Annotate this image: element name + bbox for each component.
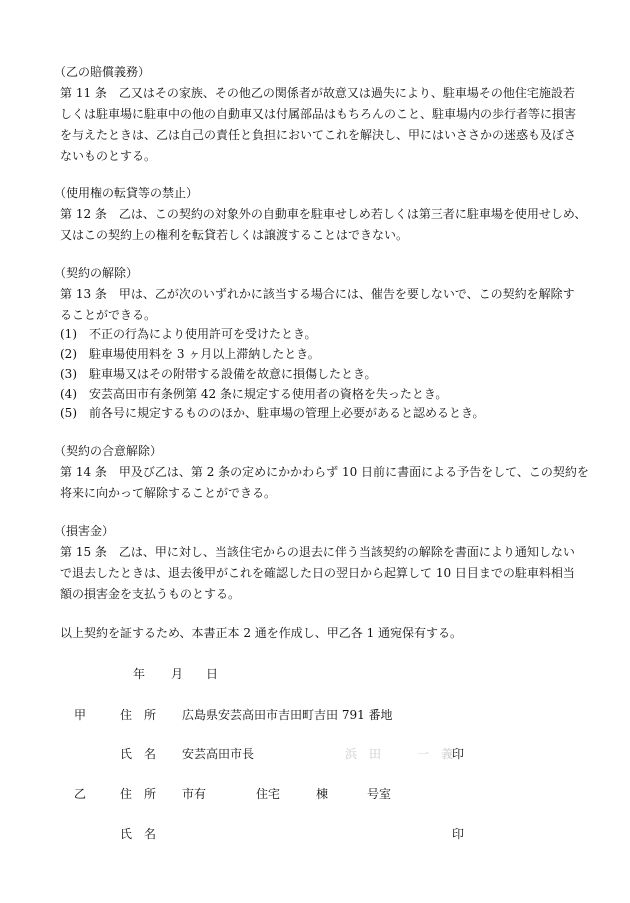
party-b-name-label: 氏 名 bbox=[120, 827, 157, 841]
party-a-mayor-name: 浜 田 一 義 bbox=[345, 747, 454, 761]
list-item: (3) 駐車場又はその附帯する設備を故意に損傷したとき。 bbox=[60, 367, 377, 381]
list-item: (2) 駐車場使用料を 3 ヶ月以上滞納したとき。 bbox=[60, 347, 320, 361]
article-line: 将来に向かって解除することができる。 bbox=[60, 486, 277, 500]
article-line: 第 13 条 甲は、乙が次のいずれかに該当する場合には、催告を要しないで、この契約を解除す bbox=[60, 287, 575, 301]
section-heading: （乙の賠償義務） bbox=[54, 65, 151, 79]
article-line: で退去したときは、退去後甲がこれを確認した日の翌日から起算して 10 日目までの駐車料相当 bbox=[60, 566, 575, 580]
party-b-address-label: 住 所 bbox=[120, 787, 157, 801]
party-a-name: 安芸高田市長 bbox=[182, 747, 255, 761]
section-heading: （使用権の転貸等の禁止） bbox=[54, 186, 199, 200]
party-b-label: 乙 bbox=[74, 787, 87, 801]
section-heading: （損害金） bbox=[54, 524, 115, 538]
closing-statement: 以上契約を証するため、本書正本 2 通を作成し、甲乙各 1 通宛保有する。 bbox=[60, 626, 463, 640]
list-item: (1) 不正の行為により使用許可を受けたとき。 bbox=[60, 327, 317, 341]
article-line: 第 14 条 甲及び乙は、第 2 条の定めにかかわらず 10 日前に書面による予告をして、この契約を bbox=[60, 465, 589, 479]
party-b-room: 号室 bbox=[367, 787, 392, 801]
article-line: 額の損害金を支払うものとする。 bbox=[60, 587, 241, 601]
party-b-building: 棟 bbox=[316, 787, 329, 801]
party-b-seal: 印 bbox=[452, 827, 465, 841]
date-day: 日 bbox=[206, 667, 219, 681]
party-a-address: 広島県安芸高田市吉田町吉田 791 番地 bbox=[182, 708, 393, 722]
article-line: しくは駐車場に駐車中の他の自動車又は付属部品はもちろんのこと、駐車場内の歩行者等に損害 bbox=[60, 107, 577, 121]
article-line: 第 11 条 乙又はその家族、その他乙の関係者が故意又は過失により、駐車場その他住宅施設若 bbox=[60, 86, 575, 100]
section-heading: （契約の合意解除） bbox=[54, 444, 163, 458]
date-month: 月 bbox=[171, 667, 184, 681]
party-b-address-prefix: 市有 bbox=[182, 787, 207, 801]
article-line: 第 12 条 乙は、この契約の対象外の自動車を駐車せしめ若しくは第三者に駐車場を使用せしめ、 bbox=[60, 207, 587, 221]
article-line: ることができる。 bbox=[60, 308, 157, 322]
party-b-housing: 住宅 bbox=[256, 787, 281, 801]
party-a-name-label: 氏 名 bbox=[120, 747, 157, 761]
list-item: (4) 安芸高田市有条例第 42 条に規定する使用者の資格を失ったとき。 bbox=[60, 387, 448, 401]
article-line: 又はこの契約上の権利を転貸若しくは譲渡することはできない。 bbox=[60, 228, 409, 242]
article-line: ないものとする。 bbox=[60, 149, 157, 163]
article-line: を与えたときは、乙は自己の責任と負担においてこれを解決し、甲にはいささかの迷惑も及ぼさ bbox=[60, 128, 577, 142]
party-a-seal: 印 bbox=[452, 747, 465, 761]
date-year: 年 bbox=[133, 667, 146, 681]
party-a-label: 甲 bbox=[74, 708, 87, 722]
list-item: (5) 前各号に規定するもののほか、駐車場の管理上必要があると認めるとき。 bbox=[60, 406, 485, 420]
section-heading: （契約の解除） bbox=[54, 266, 139, 280]
article-line: 第 15 条 乙は、甲に対し、当該住宅からの退去に伴う当該契約の解除を書面により通知しない bbox=[60, 545, 575, 559]
party-a-address-label: 住 所 bbox=[120, 708, 157, 722]
